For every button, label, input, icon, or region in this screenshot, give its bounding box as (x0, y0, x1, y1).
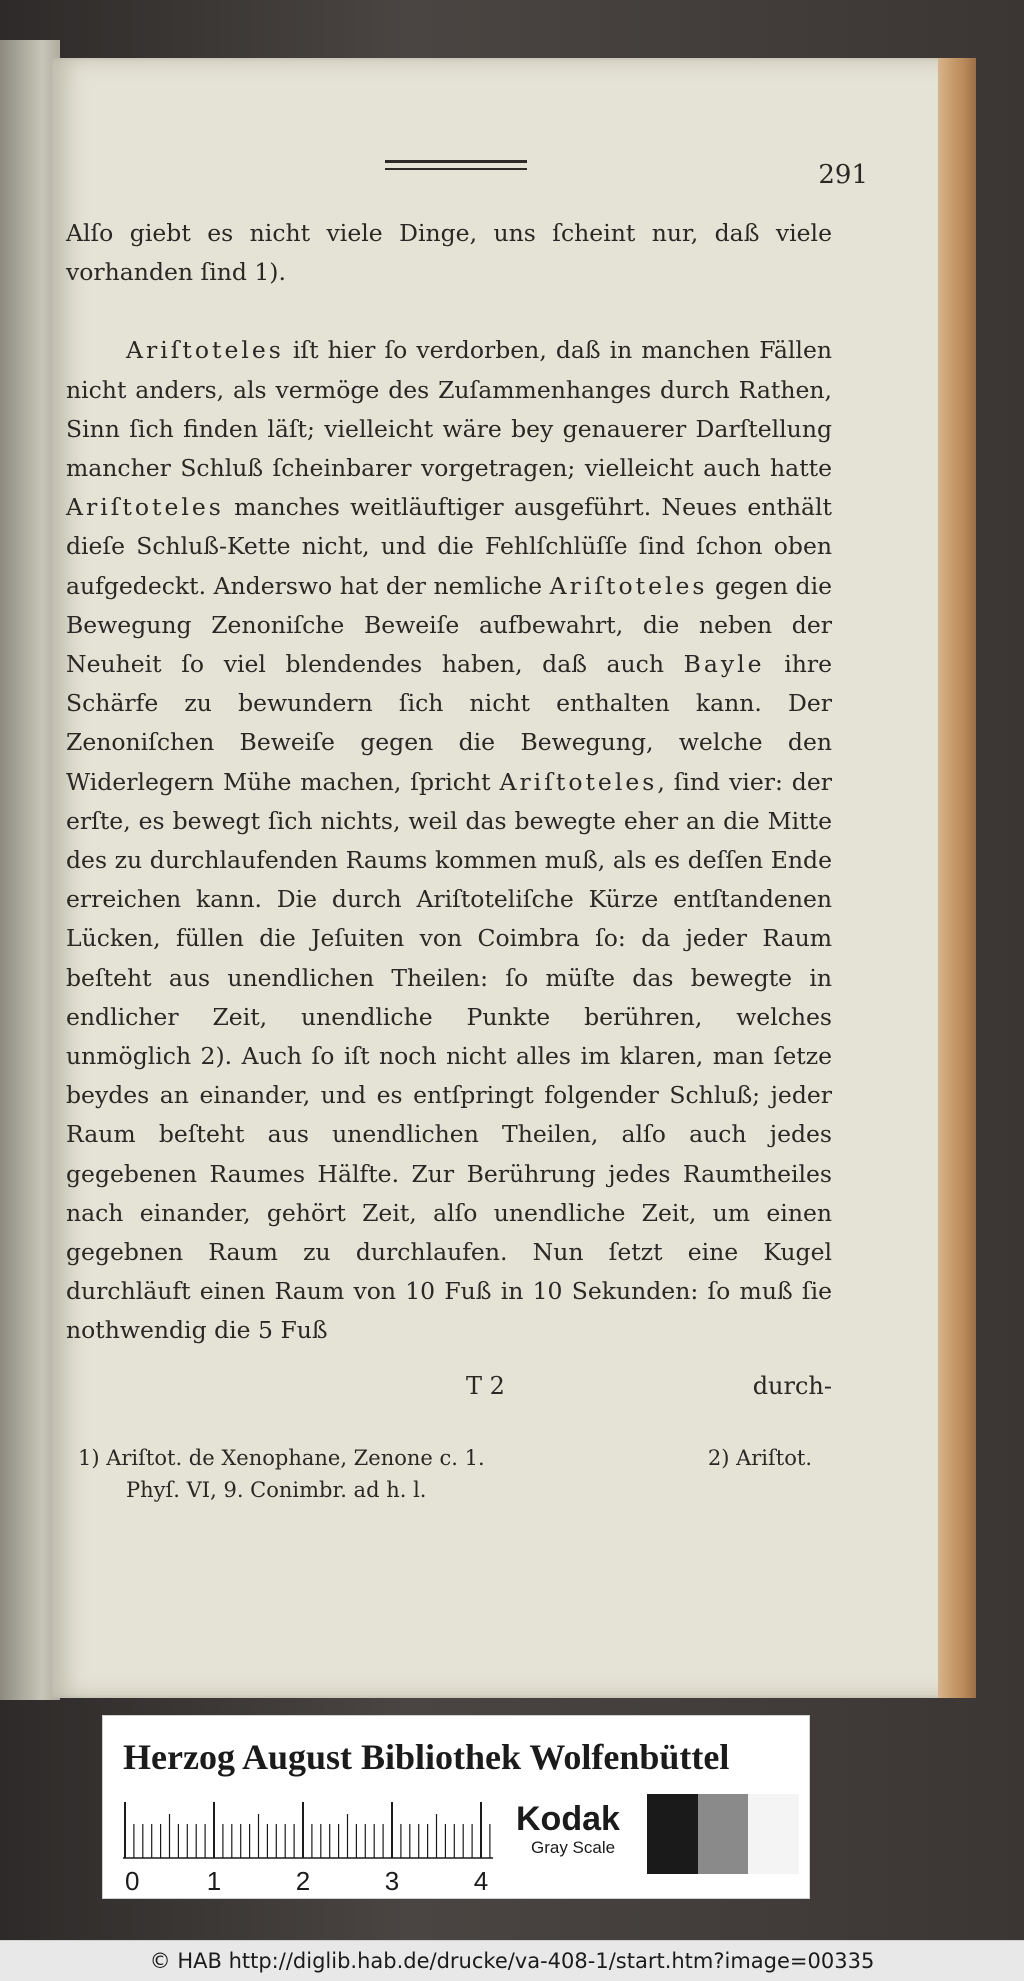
footnotes (78, 1442, 812, 1506)
ruler-label: 1 (206, 1866, 222, 1894)
text-run: gegen die Bewegung Zenoniſche Beweiſe aufbewahrt, die neben der Neuheit ſo viel blendendes haben, daß auch (66, 571, 832, 679)
catchword: durch- (752, 1372, 832, 1400)
gray-patch (748, 1794, 799, 1874)
catchline (66, 1372, 832, 1412)
page-fore-edge (938, 58, 976, 1698)
text-run: manches weitläuftiger ausgeführt. Neues enthält dieſe Schluß-Kette nicht, und die Fehlſchlüſſe ſind ſchon oben aufgedeckt. Anderswo hat der nemliche (66, 493, 832, 600)
footnote-row (78, 1442, 812, 1474)
text-run: ihre Schärfe zu bewundern ſich nicht enthalten kann. Der Zenoniſchen Beweiſe gegen die Bewegung, welche den Widerlegern Mühe machen, ſpricht (66, 650, 832, 796)
copyright-footer: © HAB http://diglib.hab.de/drucke/va-408-1/start.htm?image=00335 (0, 1940, 1024, 1981)
spaced-name: Ariſtoteles (499, 767, 658, 796)
body-text (66, 214, 832, 1351)
spaced-name: Ariſtoteles (126, 336, 284, 365)
paragraph (66, 214, 832, 292)
text-run: , ſind vier: der erſte, es bewegt ſich nichts, weil das bewegte eher an die Mitte des zu durchlaufenden Raums kommen muß, als es deſſen Ende erreichen kann. Die durch Ariſtoteliſche Kürze entſtandenen Lücken, füllen die Jeſuiten von Coimbra ſo: da jeder Raum beſteht aus unendlichen Theilen: ſo müſte das bewegte in endlicher Zeit, unendliche Punkte berühren, welches unmöglich 2). Auch ſo iſt noch nicht alles im klaren, man ſetze beydes an einander, und es entſpringt folgender Schluß; jeder Raum beſteht aus unendlichen Theilen, alſo auch jedes gegebenen Raumes Hälfte. Zur Berührung jedes Raumtheiles nach einander, gehört Zeit, alſo unendliche Zeit, um einen gegebnen Raum zu durchlaufen. Nun ſetzt eine Kugel durchläuft einen Raum von 10 Fuß in 10 Sekunden: ſo muß ſie nothwendig die 5 Fuß (66, 767, 832, 1345)
footnote-1: 1) Ariſtot. de Xenophane, Zenone c. 1. (78, 1446, 485, 1470)
ruler-label: 0 (125, 1866, 140, 1894)
text-run: Alſo giebt es nicht viele Dinge, uns ſcheint nur, daß viele vorhanden ſind 1). (66, 219, 832, 287)
gray-scale-label: Gray Scale (531, 1838, 616, 1857)
library-name: Herzog August Bibliothek Wolfenbüttel (123, 1737, 730, 1777)
page-number: 291 (818, 160, 868, 190)
spaced-name: Ariſtoteles (549, 571, 708, 600)
gray-patch (647, 1794, 698, 1874)
paragraph (66, 331, 832, 1350)
color-target-card (102, 1715, 810, 1899)
signature-mark: T 2 (466, 1372, 505, 1400)
ruler-label: 3 (384, 1866, 400, 1894)
spaced-name: Ariſtoteles (66, 493, 224, 522)
spaced-name: Bayle (683, 650, 765, 679)
gray-scale-patches (647, 1794, 799, 1874)
ruler-label: 4 (473, 1866, 489, 1894)
facing-page-text-fragments (0, 240, 30, 1240)
header-rule (385, 160, 527, 170)
text-run: iſt hier ſo verdorben, daß in manchen Fällen nicht anders, als vermöge des Zuſammenhanges durch Rathen, Sinn ſich finden läſt; vielleicht wäre bey genauerer Darſtellung mancher Schluß ſcheinbarer vorgetragen; vielleicht auch hatte (66, 336, 832, 483)
facing-page-edge (0, 40, 60, 1700)
footnote-2-continuation: Phyſ. VI, 9. Conimbr. ad h. l. (126, 1478, 427, 1502)
gray-patch (698, 1794, 749, 1874)
kodak-logo: Kodak (516, 1800, 620, 1838)
ruler-label: 2 (295, 1866, 311, 1894)
scale-ruler (123, 1800, 513, 1894)
footnote-2: 2) Ariſtot. (707, 1446, 812, 1470)
ruler-graphic (123, 1800, 513, 1894)
